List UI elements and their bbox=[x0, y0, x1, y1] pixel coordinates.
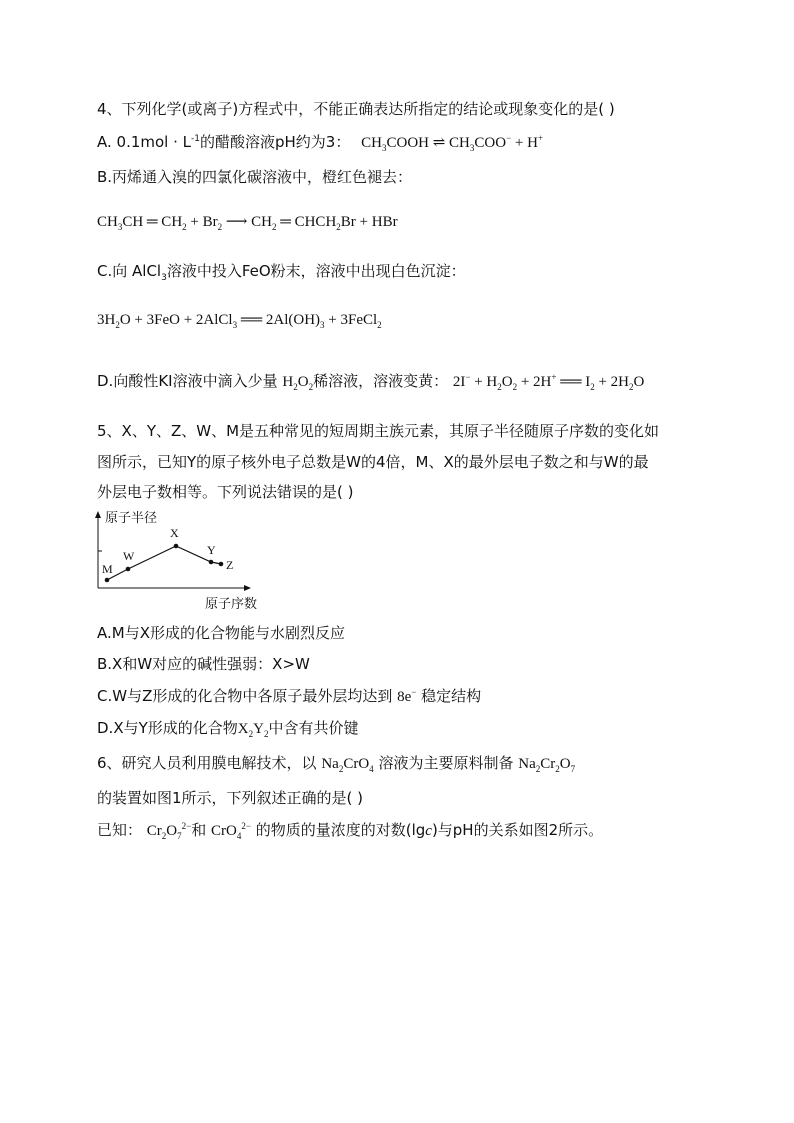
point-m bbox=[105, 578, 110, 583]
label-z: Z bbox=[226, 558, 234, 572]
q4-option-a: A. $0.1mol \cdot L^{-1}$的醋酸溶液pH约为3： $CH_3COOH$ ⇌ $CH_3COO^- + H^+$ bbox=[97, 133, 544, 153]
q5-option-c: C.W与Z形成的化合物中各原子最外层均达到 8e− 稳定结构 bbox=[97, 687, 482, 705]
label-x: X bbox=[170, 526, 179, 540]
q6-stem-line1: 6、研究人员利用膜电解技术，以 $Na_2CrO_4$ 溶液为主要原料制备 $Na_2Cr_2O_7$ bbox=[97, 754, 576, 774]
x-axis-label: 原子序数 bbox=[205, 597, 258, 612]
equation-b: $CH_3CH$ ═ $CH_2 + Br_2$ ⟶ $CH_2$ ═ $CHCH_2Br$ + HBr bbox=[97, 214, 398, 232]
label-y: Y bbox=[207, 543, 216, 557]
q4-option-b: B.丙烯通入溴的四氯化碳溶液中，橙红色褪去： bbox=[97, 168, 413, 186]
point-x bbox=[174, 544, 179, 549]
q5-stem-line3: 外层电子数相等。下列说法错误的是( ) bbox=[97, 483, 354, 501]
atomic-radius-figure bbox=[93, 508, 273, 618]
label-w: W bbox=[123, 549, 135, 563]
q6-stem-line2: 的装置如图1所示，下列叙述正确的是( ) bbox=[97, 789, 364, 807]
equation-d: $2I^- + H_2O_2 + 2H^+$ ══ $I_2 + 2H_2O$ bbox=[452, 372, 645, 392]
q5-stem-line1: 5、X、Y、Z、W、M是五种常见的短周期主族元素，其原子半径随原子序数的变化如 bbox=[97, 422, 660, 440]
point-w bbox=[126, 567, 131, 572]
q6-note: 已知： $Cr_2O_7^{2-}$和 CrO$_4^{2-}$ 的物质的量浓度的对数(lgc)与pH的关系如图2所示。 bbox=[97, 821, 604, 841]
point-y bbox=[209, 560, 214, 565]
q5-option-d: D.X与Y形成的化合物$X_2Y_2$中含有共价键 bbox=[97, 719, 359, 739]
x-axis-arrow bbox=[244, 585, 251, 591]
equation-a: $CH_3COOH$ ⇌ $CH_3COO^- + H^+$ bbox=[361, 133, 544, 153]
q5-option-a: A.M与X形成的化合物能与水剧烈反应 bbox=[97, 624, 345, 642]
q4-option-c: C.向 AlCl$_3$溶液中投入FeO粉末，溶液中出现白色沉淀： bbox=[97, 262, 466, 283]
q4-stem: 4、下列化学(或离子)方程式中，不能正确表达所指定的结论或现象变化的是( ) bbox=[97, 100, 615, 118]
y-axis-label: 原子半径 bbox=[105, 511, 158, 526]
q5-stem-line2: 图所示，已知Y的原子核外电子总数是W的4倍，M、X的最外层电子数之和与W的最 bbox=[97, 453, 649, 471]
q4-option-d: D.向酸性KI溶液中滴入少量 $H_2O_2$稀溶液，溶液变黄： $2I^- + H_2O_2 + 2H^+$ ══ $I_2 + 2H_2O$ bbox=[97, 372, 645, 392]
y-axis-arrow bbox=[95, 511, 101, 518]
point-z bbox=[219, 562, 224, 567]
q5-option-b: B.X和W对应的碱性强弱：X>W bbox=[97, 655, 310, 673]
label-m: M bbox=[102, 562, 113, 576]
equation-c: $3H_2O + 3FeO$ + 2AlCl$_3$ ══ $2Al(OH)_3$ + 3FeCl$_2$ bbox=[97, 312, 382, 330]
